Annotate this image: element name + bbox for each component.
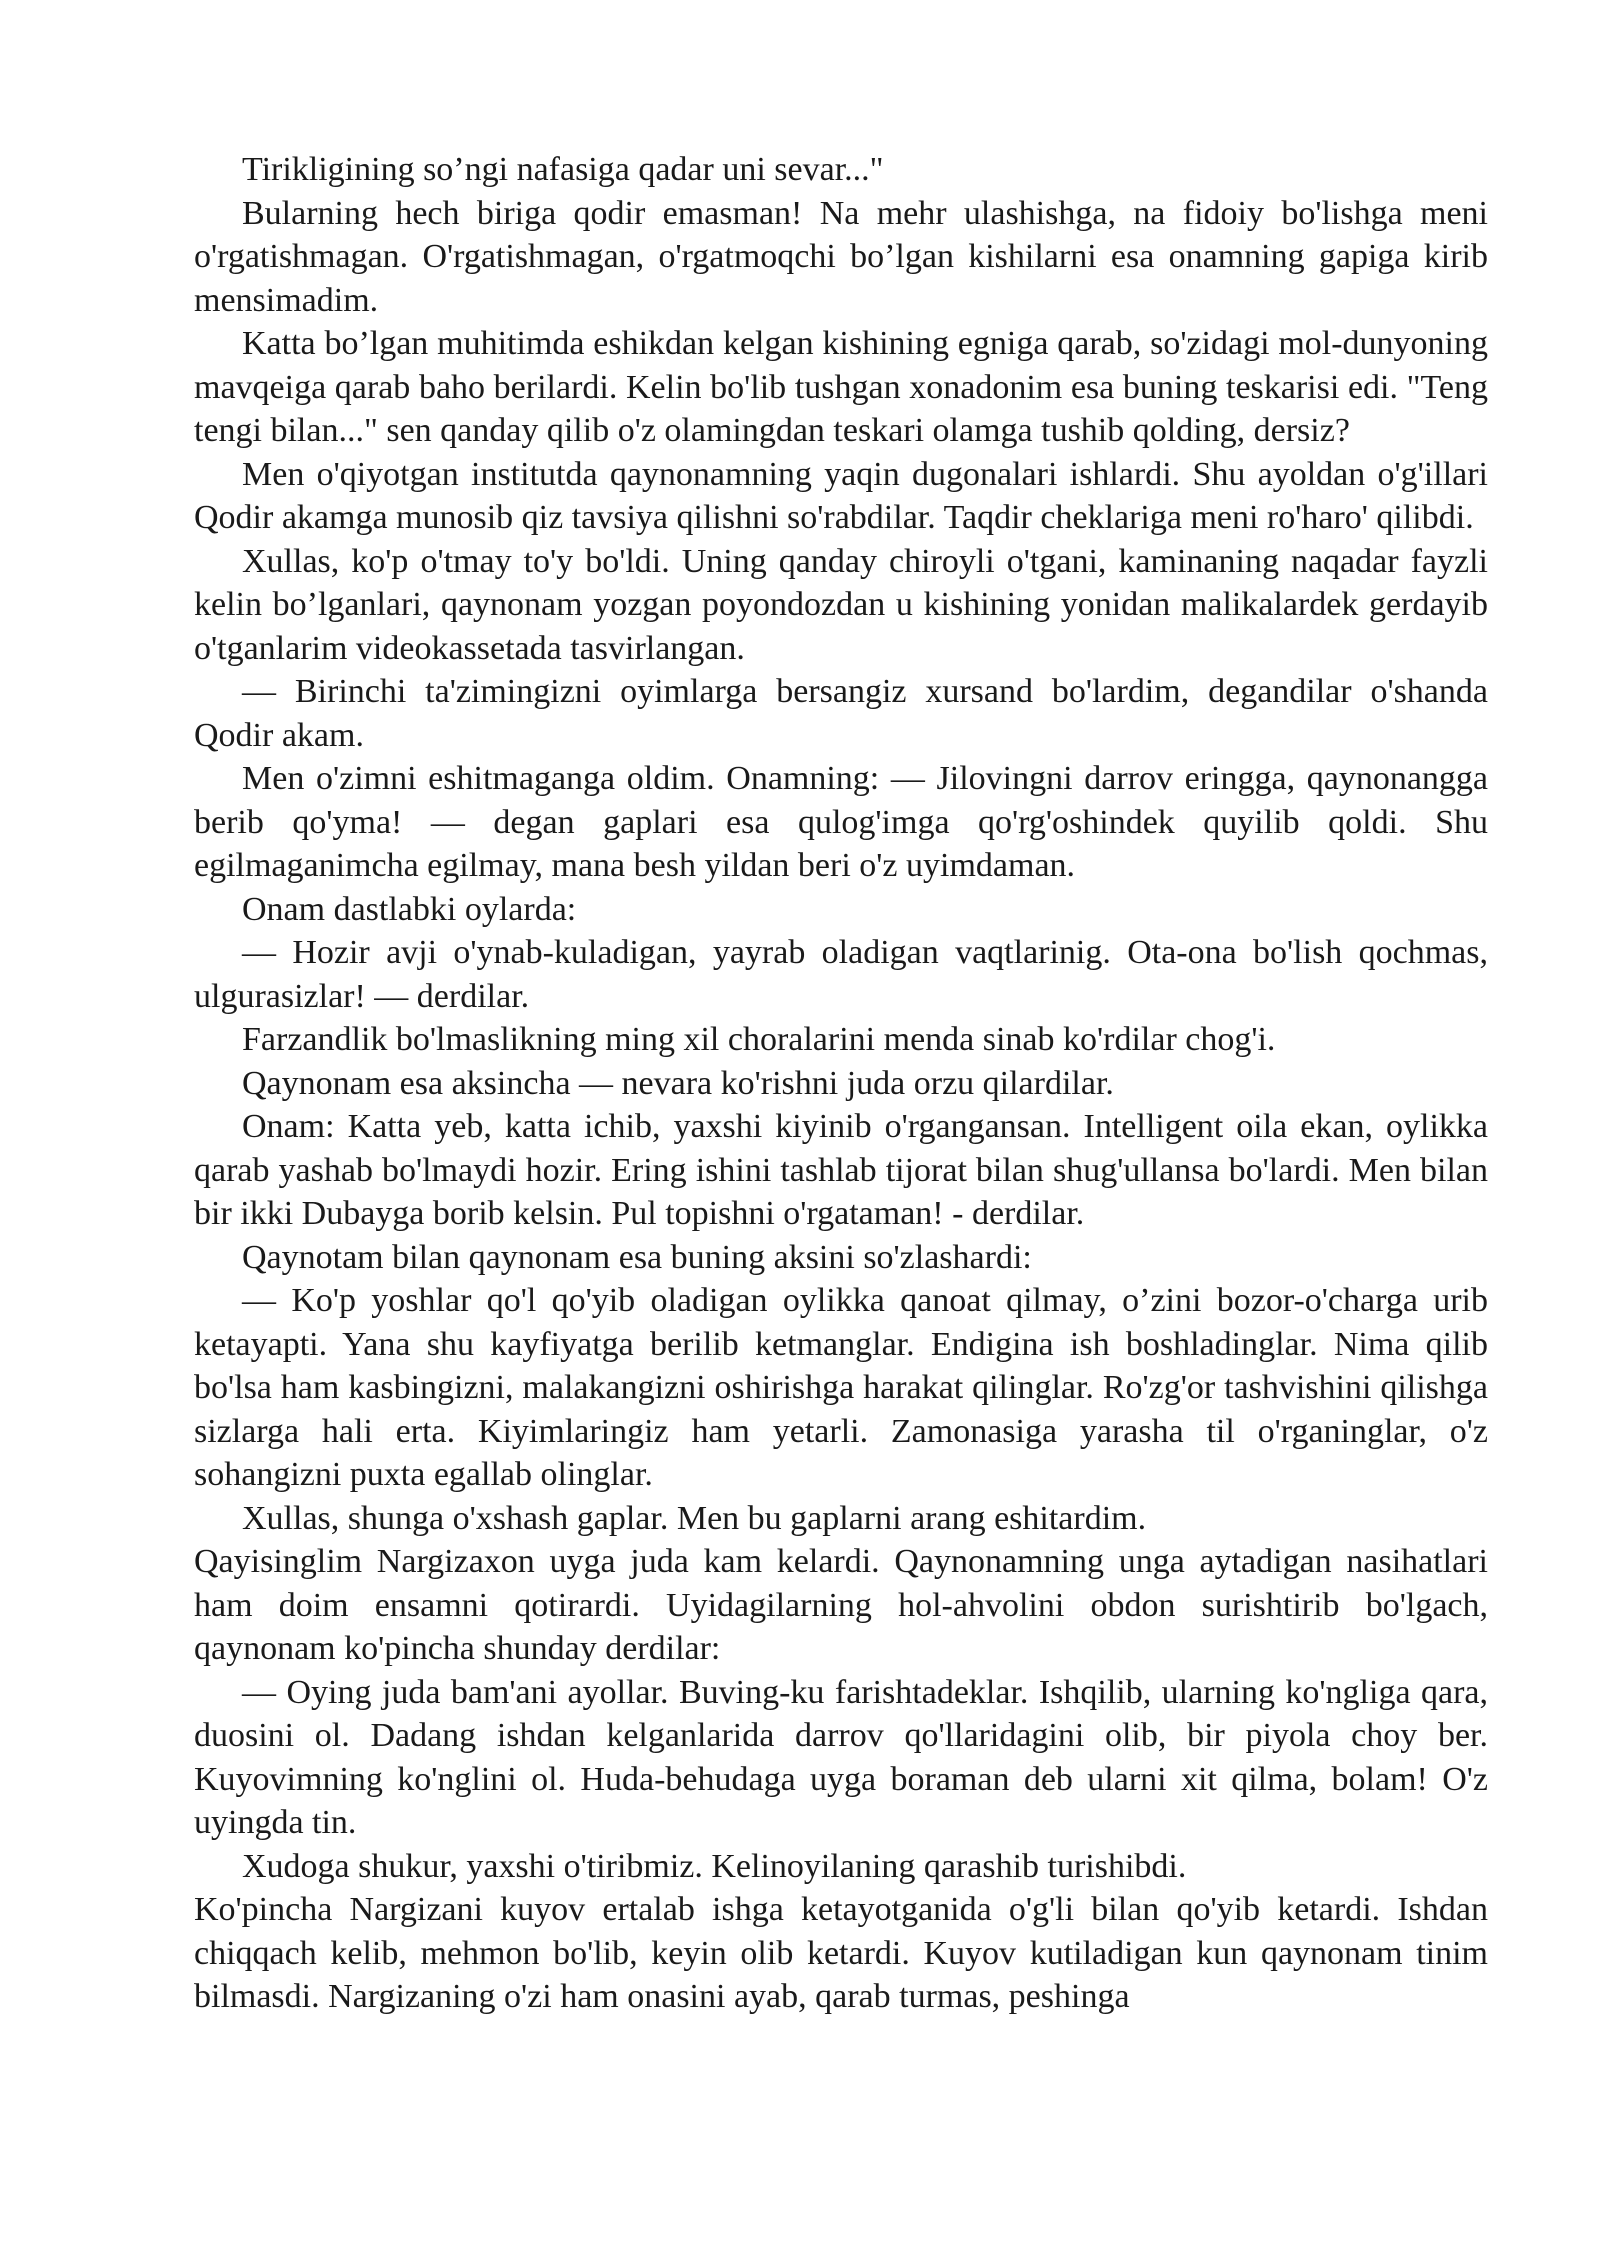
paragraph-13: Qaynotam bilan qaynonam esa buning aksini so'zlashardi: — [242, 1238, 1032, 1276]
paragraph-14: — Ko'p yoshlar qo'l qo'yib oladigan oylikka qanoat qilmay, o’zini bozor-o'charga urib ketayapti. Yana shu kayfiyatga berilib ketmanglar. Endigina ish boshladinglar. Nima qilib bo'lsa ham kasbingizni, malakangizni oshirishga harakat qilinglar. Ro'zg'or tashvishini qilishga sizlarga hali erta. Kiyimlaringiz ham yetarli. Zamonasiga yarasha til o'rganinglar, o'z sohangizni puxta egallab olinglar. — [194, 1282, 1488, 1493]
paragraph-18: Xudoga shukur, yaxshi o'tiribmiz. Kelinoyilaning qarashib turishibdi. — [242, 1847, 1187, 1885]
paragraph-12: Onam: Katta yeb, katta ichib, yaxshi kiyinib o'rgangansan. Intelligent oila ekan, oylikka qarab yashab bo'lmaydi hozir. Ering ishini tashlab tijorat bilan shug'ullansa bo'lardi. Men bilan bir ikki Dubayga borib kelsin. Pul topishni o'rgataman! - derdilar. — [194, 1108, 1488, 1232]
paragraph-4: Men o'qiyotgan institutda qaynonamning yaqin dugonalari ishlardi. Shu ayoldan o'g'illari Qodir akamga munosib qiz tavsiya qilishni so'rabdilar. Taqdir cheklariga meni ro'haro' qilibdi. — [194, 455, 1488, 536]
paragraph-8: Onam dastlabki oylarda: — [242, 890, 577, 928]
paragraph-3: Katta bo’lgan muhitimda eshikdan kelgan kishining egniga qarab, so'zidagi mol-dunyoning mavqeiga qarab baho berilardi. Kelin bo'lib tushgan xonadonim esa buning teskarisi edi. "Teng tengi bilan..." sen qanday qilib o'z olamingdan teskari olamga tushib qolding, dersiz? — [194, 325, 1488, 449]
paragraph-1: Tirikligining so’ngi nafasiga qadar uni sevar..." — [242, 151, 884, 188]
paragraph-7: Men o'zimni eshitmaganga oldim. Onamning: — Jilovingni darrov eringga, qaynonangga berib qo'yma! — degan gaplari esa qulog'imga qo'rg'oshindek quyilib qoldi. Shu egilmaganimcha egilmay, mana besh yildan beri o'z uyimdaman. — [194, 760, 1488, 884]
paragraph-19: Ko'pincha Nargizani kuyov ertalab ishga ketayotganida o'g'li bilan qo'yib ketardi. Ishdan chiqqach kelib, mehmon bo'lib, keyin olib ketardi. Kuyov kutiladigan kun qaynonam tinim bilmasdi. Nargizaning o'zi ham onasini ayab, qarab turmas, peshinga — [194, 1891, 1488, 2015]
paragraph-17: — Oying juda bam'ani ayollar. Buving-ku farishtadeklar. Ishqilib, ularning ko'ngliga qara, duosini ol. Dadang ishdan kelganlarida darrov qo'llaridagini olib, bir piyola choy ber. Kuyovimning ko'nglini ol. Huda-behudaga uyga boraman deb ularni xit qilma, bolam! O'z uyingda tin. — [194, 1673, 1488, 1841]
paragraph-9: — Hozir avji o'ynab-kuladigan, yayrab oladigan vaqtlarinig. Ota-ona bo'lish qochmas, ulgurasizlar! — derdilar. — [194, 934, 1488, 1015]
paragraph-6: — Birinchi ta'zimingizni oyimlarga bersangiz xursand bo'lardim, degandilar o'shanda Qodir akam. — [194, 673, 1488, 754]
document-page — [194, 148, 1488, 2019]
paragraph-2: Bularning hech biriga qodir emasman! Na mehr ulashishga, na fidoiy bo'lishga meni o'rgatishmagan. O'rgatishmagan, o'rgatmoqchi bo’lgan kishilarni esa onamning gapiga kirib mensimadim. — [194, 194, 1488, 319]
paragraph-16: Qayisinglim Nargizaxon uyga juda kam kelardi. Qaynonamning unga aytadigan nasihatlari ham doim ensamni qotirardi. Uyidagilarning hol-ahvolini obdon surishtirib bo'lgach, qaynonam ko'pincha shunday derdilar: — [194, 1543, 1488, 1667]
paragraph-10: Farzandlik bo'lmaslikning ming xil choralarini menda sinab ko'rdilar chog'i. — [242, 1021, 1276, 1058]
paragraph-11: Qaynonam esa aksincha — nevara ko'rishni juda orzu qilardilar. — [242, 1064, 1114, 1102]
paragraph-15: Xullas, shunga o'xshash gaplar. Men bu gaplarni arang eshitardim. — [242, 1499, 1147, 1537]
paragraph-5: Xullas, ko'p o'tmay to'y bo'ldi. Uning qanday chiroyli o'tgani, kaminaning naqadar fayzli kelin bo’lganlari, qaynonam yozgan poyondozdan u kishining yonidan malikalardek gerdayib o'tganlarim videokassetada tasvirlangan. — [194, 542, 1488, 667]
